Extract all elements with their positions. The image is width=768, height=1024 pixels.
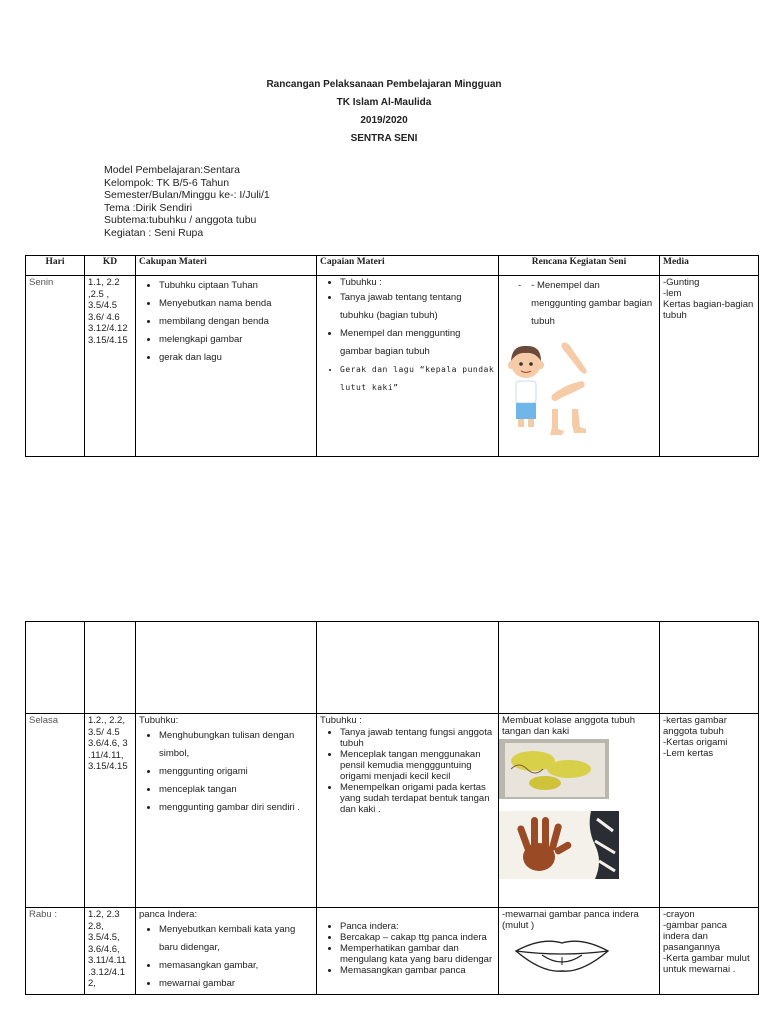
list-item: • menggunting gambar diri sendiri . xyxy=(159,799,313,817)
mouth-drawing-icon xyxy=(512,935,612,975)
list-item: • Gerak dan lagu “kepala pundak lutut kaki” xyxy=(340,361,495,397)
kd-line: 3.12/4.12 xyxy=(88,323,128,334)
media-item: -Kerta gambar mulut untuk mewarnai . xyxy=(663,953,750,975)
kd-line: 3.5/ 4.5 xyxy=(88,726,120,738)
handprint-photo-icon xyxy=(499,811,619,879)
capaian-cell xyxy=(317,908,499,995)
table-row-senin xyxy=(26,276,759,457)
info-line: Subtema:tubuhku / anggota tubu xyxy=(104,214,257,226)
list-item: • mewarnai gambar xyxy=(159,975,313,993)
kd-line: 3.6/ 4.6 xyxy=(88,311,120,323)
header-sentra: SENTRA SENI xyxy=(350,133,418,144)
boy-figure-icon xyxy=(508,346,544,427)
kd-line: 3.15/4.15 xyxy=(88,761,128,772)
dash-marker: - xyxy=(518,280,522,291)
document-header xyxy=(0,76,768,148)
rencana-cell xyxy=(499,908,660,995)
list-item: • membilang dengan benda xyxy=(159,313,313,331)
body-parts-illustration xyxy=(502,337,658,437)
kd-cell xyxy=(85,714,136,908)
hari-cell: Senin xyxy=(26,276,85,457)
list-item: • Memasangkan gambar panca xyxy=(340,965,495,976)
empty-cell xyxy=(660,622,759,714)
cakupan-cell xyxy=(136,908,317,995)
media-cell xyxy=(660,908,759,995)
media-item: -crayon xyxy=(663,909,695,920)
header-cakupan: Cakupan Materi xyxy=(136,256,317,276)
collage-photo-icon xyxy=(499,739,609,799)
kd-line: 2.8, xyxy=(88,920,104,932)
rencana-cell xyxy=(499,714,660,908)
kd-line: 1.2, 2.3 xyxy=(88,909,120,920)
list-item: • Menyebutkan nama benda xyxy=(159,295,313,313)
list-item: • Tanya jawab tentang tentang tubuhku (bagian tubuh) xyxy=(340,289,495,325)
list-item: • Bercakap – cakap ttg panca indera xyxy=(340,932,495,943)
media-item: -Lem kertas xyxy=(663,748,714,759)
table-row-rabu xyxy=(26,908,759,995)
list-item: • menggunting origami xyxy=(159,763,313,781)
table-row-empty xyxy=(26,622,759,714)
list-item: • menceplak tangan xyxy=(159,781,313,799)
list-item: • memasangkan gambar, xyxy=(159,957,313,975)
list-item: • Menempelkan origami pada kertas yang sudah terdapat bentuk tangan dan kaki . xyxy=(340,782,495,815)
header-media: Media xyxy=(660,256,759,276)
kd-line: 3.15/4.15 xyxy=(88,334,128,346)
kd-line: ,2.5 , xyxy=(88,288,110,300)
empty-cell xyxy=(85,622,136,714)
header-hari: Hari xyxy=(26,256,85,276)
list-item: • Tubuhku : xyxy=(340,277,495,289)
info-line: Model Pembelajaran:Sentara xyxy=(104,164,240,176)
media-item: -gambar panca indera dan pasangannya xyxy=(663,920,727,953)
media-item: -Gunting xyxy=(663,277,700,288)
kd-line: 3.6/4.6, 3 xyxy=(88,738,128,749)
kd-line: .3.12/4.1 xyxy=(88,966,125,978)
empty-cell xyxy=(136,622,317,714)
list-item: • Tubuhku ciptaan Tuhan xyxy=(159,277,313,295)
kd-cell xyxy=(85,908,136,995)
kd-line: 1.1, 2.2 xyxy=(88,277,120,288)
hari-cell: Rabu : xyxy=(26,908,85,995)
rencana-text: -mewarnai gambar panca indera (mulut ) xyxy=(502,909,639,931)
header-title: Rancangan Pelaksanaan Pembelajaran Mingguan xyxy=(266,79,502,90)
list-item: • Memperhatikan gambar dan mengulang kata yang baru didengar xyxy=(340,943,495,965)
rencana-cell xyxy=(499,276,660,457)
kd-line: 3.5/4.5, xyxy=(88,932,120,943)
media-cell xyxy=(660,714,759,908)
kd-cell xyxy=(85,276,136,457)
kd-line: 3.11/4.11 xyxy=(88,955,127,966)
media-cell xyxy=(660,276,759,457)
table-row-selasa xyxy=(26,714,759,908)
header-school: TK Islam Al-Maulida xyxy=(336,97,432,108)
cakupan-cell xyxy=(136,714,317,908)
media-item: -Kertas origami xyxy=(663,737,728,748)
header-rencana: Rencana Kegiatan Seni xyxy=(499,256,660,276)
cakupan-cell xyxy=(136,276,317,457)
list-item: • Menempel dan menggunting gambar bagian tubuh xyxy=(340,325,495,361)
kd-line: 1.2., 2.2, xyxy=(88,715,125,726)
cakupan-title: panca Indera: xyxy=(139,909,198,920)
plan-table-page2 xyxy=(25,621,759,995)
empty-cell xyxy=(499,622,660,714)
empty-cell xyxy=(317,622,499,714)
list-item: • Tanya jawab tentang fungsi anggota tubuh xyxy=(340,727,495,749)
plan-table-page1 xyxy=(25,255,759,457)
capaian-cell xyxy=(317,276,499,457)
info-block xyxy=(104,164,270,239)
header-capaian: Capaian Materi xyxy=(317,256,499,276)
list-item: • melengkapi gambar xyxy=(159,331,313,349)
media-item: -kertas gambar anggota tubuh xyxy=(663,715,727,737)
capaian-title: Tubuhku : xyxy=(320,715,362,726)
info-line: Kelompok: TK B/5-6 Tahun xyxy=(104,176,230,189)
list-item: • Menceplak tangan menggunakan pensil kemudia menggguntuing origami menjadi kecil kecil xyxy=(340,749,495,782)
info-line: Kegiatan : Seni Rupa xyxy=(104,226,204,239)
rencana-text: Membuat kolase anggota tubuh tangan dan kaki xyxy=(502,715,636,737)
hari-cell: Selasa xyxy=(26,714,85,908)
table-header-row xyxy=(26,256,759,276)
kd-line: 3.6/4.6, xyxy=(88,943,120,955)
rencana-text: - Menempel dan menggunting gambar bagian tubuh xyxy=(531,280,653,327)
arm-cutout-icon xyxy=(552,343,587,401)
info-line: Semester/Bulan/Minggu ke-: I/Juli/1 xyxy=(104,189,270,201)
kd-line: 2, xyxy=(88,978,96,989)
header-kd: KD xyxy=(85,256,136,276)
list-item: • gerak dan lagu xyxy=(159,349,313,367)
list-item: • Panca indera: xyxy=(340,921,495,932)
info-line: Tema :Dirik Sendiri xyxy=(104,201,193,214)
empty-cell xyxy=(26,622,85,714)
leg-cutout-icon xyxy=(550,409,586,435)
list-item: • Menghubungkan tulisan dengan simbol, xyxy=(159,727,313,763)
kd-line: .11/4.11, xyxy=(88,749,124,761)
cakupan-title: Tubuhku: xyxy=(139,715,179,726)
kd-line: 3.5/4.5 xyxy=(88,300,118,311)
media-item: -lem xyxy=(663,288,682,299)
header-year: 2019/2020 xyxy=(360,115,408,126)
capaian-cell xyxy=(317,714,499,908)
media-item: Kertas bagian-bagian tubuh xyxy=(663,299,754,321)
list-item: • Menyebutkan kembali kata yang baru didengar, xyxy=(159,921,313,957)
